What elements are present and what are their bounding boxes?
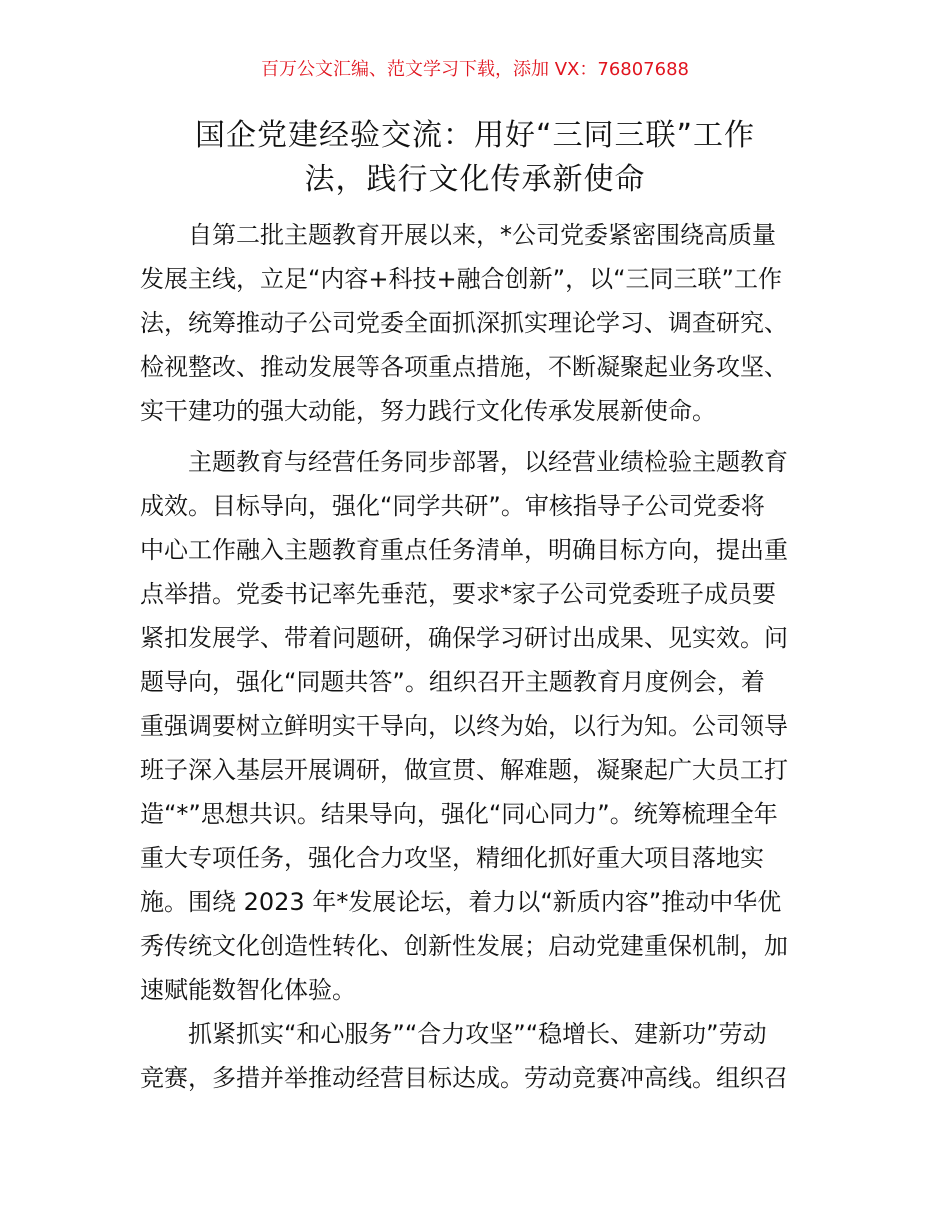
paragraph-line: 成效。目标导向，强化“同学共研”。审核指导子公司党委将 [140, 492, 765, 520]
paragraph-line: 题导向，强化“同题共答”。组织召开主题教育月度例会，着 [140, 668, 765, 696]
paragraph-line: 造“*”思想共识。结果导向，强化“同心同力”。统筹梳理全年 [140, 800, 778, 828]
paragraph-line: 重强调要树立鲜明实干导向，以终为始，以行为知。公司领导 [140, 712, 788, 740]
paragraph-line: 主题教育与经营任务同步部署，以经营业绩检验主题教育 [188, 448, 788, 476]
paragraph-line: 抓紧抓实“和心服务”“合力攻坚”“稳增长、建新功”劳动 [188, 1020, 767, 1048]
paragraph-line: 施。围绕 2023 年*发展论坛，着力以“新质内容”推动中华优 [140, 888, 782, 916]
paragraph-1 [140, 213, 812, 433]
paragraph-line: 发展主线，立足“内容+科技+融合创新”，以“三同三联”工作 [140, 265, 782, 293]
paragraph-line: 班子深入基层开展调研，做宣贯、解难题，凝聚起广大员工打 [140, 756, 788, 784]
paragraph-2 [140, 440, 812, 1012]
title-line-2: 法，践行文化传承新使命 [304, 162, 646, 197]
title-line-1: 国企党建经验交流：用好“三同三联”工作 [194, 118, 756, 153]
paragraph-line: 实干建功的强大动能，努力践行文化传承发展新使命。 [140, 397, 716, 425]
paragraph-line: 中心工作融入主题教育重点任务清单，明确目标方向，提出重 [140, 536, 788, 564]
paragraph-line: 法，统筹推动子公司党委全面抓深抓实理论学习、调查研究、 [140, 309, 788, 337]
paragraph-line: 紧扣发展学、带着问题研，确保学习研讨出成果、见实效。问 [140, 624, 788, 652]
paragraph-line: 点举措。党委书记率先垂范，要求*家子公司党委班子成员要 [140, 580, 776, 608]
paragraph-3 [140, 1012, 812, 1100]
paragraph-line: 竞赛，多措并举推动经营目标达成。劳动竞赛冲高线。组织召 [140, 1064, 788, 1092]
paragraph-line: 速赋能数智化体验。 [140, 976, 356, 1004]
paragraph-line: 秀传统文化创造性转化、创新性发展；启动党建重保机制，加 [140, 932, 788, 960]
paragraph-line: 检视整改、推动发展等各项重点措施，不断凝聚起业务攻坚、 [140, 353, 788, 381]
watermark-header: 百万公文汇编、范文学习下载，添加 VX：76807688 [261, 59, 689, 80]
document-title [140, 114, 810, 202]
paragraph-line: 自第二批主题教育开展以来，*公司党委紧密围绕高质量 [188, 221, 776, 249]
paragraph-line: 重大专项任务，强化合力攻坚，精细化抓好重大项目落地实 [140, 844, 764, 872]
